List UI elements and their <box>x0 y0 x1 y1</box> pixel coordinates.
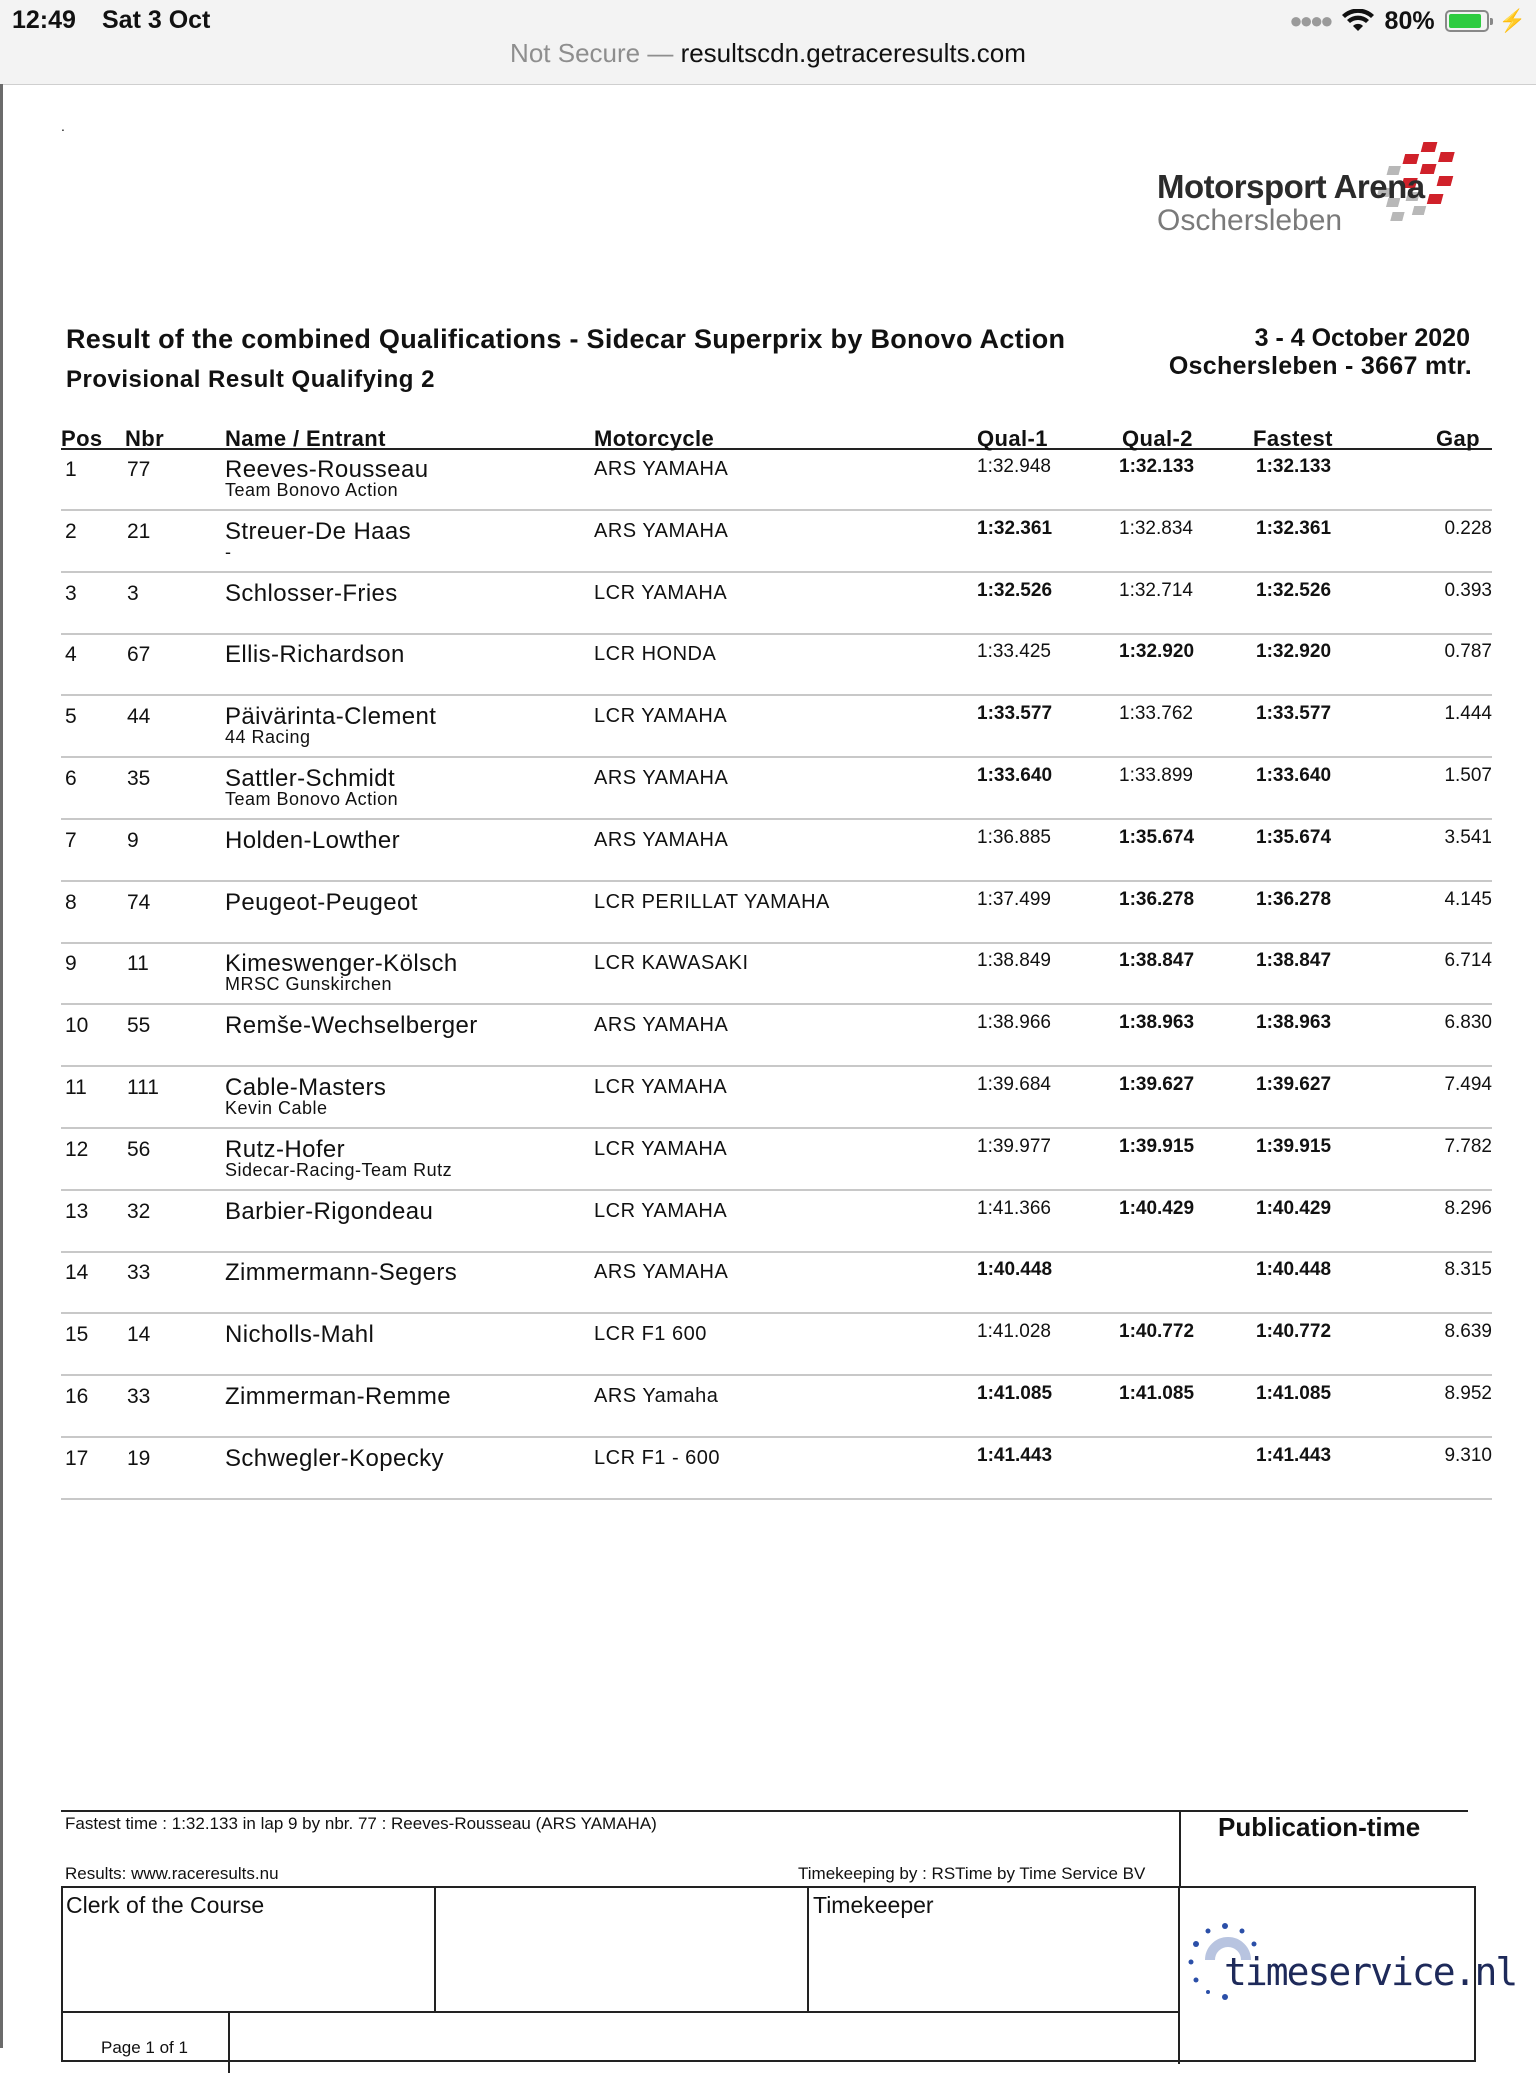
row-pos: 9 <box>65 952 77 976</box>
battery-percent: 80% <box>1384 6 1435 35</box>
row-qual2: 1:33.762 <box>1119 703 1193 725</box>
logo-line2: Oschersleben <box>1157 204 1343 237</box>
wifi-icon <box>1341 9 1375 33</box>
url-host: resultscdn.getraceresults.com <box>680 38 1026 68</box>
row-pos: 6 <box>65 766 77 790</box>
row-gap: 1.444 <box>1444 703 1492 725</box>
row-fastest: 1:32.361 <box>1256 517 1332 539</box>
row-gap: 9.310 <box>1444 1444 1492 1466</box>
row-entrant: - <box>225 541 232 562</box>
row-fastest: 1:38.847 <box>1256 950 1332 972</box>
col-pos: Pos <box>61 426 103 451</box>
timekeeping-note: Timekeeping by : RSTime by Time Service BV <box>798 1864 1146 1883</box>
row-nbr: 111 <box>127 1075 159 1099</box>
status-time: 12:49 <box>12 6 76 34</box>
sig-divider <box>807 1888 809 2012</box>
battery-icon <box>1445 10 1489 32</box>
sig-row-divider <box>63 2011 1180 2013</box>
row-name: Schlosser-Fries <box>225 579 398 607</box>
row-name: Streuer-De Haas <box>225 517 412 545</box>
row-name: Nicholls-Mahl <box>225 1321 375 1349</box>
row-pos: 16 <box>65 1384 89 1408</box>
col-name: Name / Entrant <box>225 426 386 451</box>
page-mark: . <box>61 118 65 134</box>
row-entrant: Sidecar-Racing-Team Rutz <box>225 1159 453 1180</box>
col-qual1: Qual-1 <box>977 426 1048 451</box>
row-pos: 13 <box>65 1199 89 1223</box>
signal-dots-icon: ●●●● <box>1289 8 1331 33</box>
row-fastest: 1:32.133 <box>1256 456 1332 477</box>
row-motorcycle: LCR KAWASAKI <box>594 952 749 975</box>
row-motorcycle: ARS YAMAHA <box>594 766 729 789</box>
row-qual1: 1:41.028 <box>977 1321 1051 1343</box>
row-qual2: 1:38.963 <box>1119 1012 1195 1034</box>
timeservice-logo <box>1180 1920 1517 2010</box>
row-qual2: 1:38.847 <box>1119 950 1195 972</box>
row-motorcycle: LCR YAMAHA <box>594 581 728 604</box>
row-nbr: 21 <box>127 519 151 543</box>
table-row <box>61 574 1492 635</box>
row-fastest: 1:35.674 <box>1256 826 1332 848</box>
timeservice-wordmark: timeservice.nl <box>1224 1950 1517 1994</box>
row-name: Holden-Lowther <box>225 826 401 854</box>
row-nbr: 74 <box>127 890 151 914</box>
row-qual1: 1:37.499 <box>977 888 1051 910</box>
row-qual2: 1:35.674 <box>1119 826 1195 848</box>
row-name: Peugeot-Peugeot <box>225 888 418 916</box>
row-motorcycle: LCR YAMAHA <box>594 1199 728 1222</box>
row-pos: 8 <box>65 890 77 914</box>
table-row <box>61 1253 1492 1314</box>
row-nbr: 14 <box>127 1323 151 1347</box>
table-row <box>61 635 1492 696</box>
row-pos: 2 <box>65 519 77 543</box>
row-motorcycle: LCR PERILLAT YAMAHA <box>594 890 830 913</box>
row-gap: 3.541 <box>1444 826 1492 848</box>
table-row <box>61 1315 1492 1376</box>
row-gap: 0.228 <box>1444 517 1492 539</box>
row-nbr: 9 <box>127 828 139 852</box>
row-motorcycle: LCR F1 - 600 <box>594 1446 721 1469</box>
row-gap: 6.714 <box>1444 950 1492 972</box>
row-gap: 7.494 <box>1444 1073 1492 1095</box>
row-qual1: 1:32.948 <box>977 456 1051 477</box>
row-motorcycle: ARS YAMAHA <box>594 1014 729 1037</box>
row-name: Rutz-Hofer <box>225 1135 346 1163</box>
table-row <box>61 512 1492 573</box>
timekeeper-label: Timekeeper <box>813 1892 934 1918</box>
row-qual2: 1:36.278 <box>1119 888 1195 910</box>
row-fastest: 1:32.526 <box>1256 579 1332 601</box>
table-row <box>61 1439 1492 1500</box>
row-pos: 5 <box>65 705 77 729</box>
row-qual2: 1:33.899 <box>1119 764 1193 786</box>
row-entrant: Team Bonovo Action <box>225 480 399 500</box>
row-pos: 17 <box>65 1446 89 1470</box>
row-gap: 0.393 <box>1444 579 1492 601</box>
status-date: Sat 3 Oct <box>102 6 211 34</box>
publication-time-label: Publication-time <box>1218 1812 1421 1842</box>
row-qual1: 1:39.977 <box>977 1135 1051 1157</box>
row-qual2: 1:32.133 <box>1119 456 1195 477</box>
col-gap: Gap <box>1436 426 1480 451</box>
row-pos: 12 <box>65 1137 89 1161</box>
row-name: Remše-Wechselberger <box>225 1012 478 1040</box>
row-qual1: 1:36.885 <box>977 826 1051 848</box>
row-qual2: 1:40.429 <box>1119 1197 1195 1219</box>
event-venue: Oschersleben - 3667 mtr. <box>1168 352 1472 380</box>
browser-chrome <box>0 0 1536 85</box>
row-fastest: 1:33.640 <box>1256 764 1332 786</box>
row-motorcycle: ARS YAMAHA <box>594 828 729 851</box>
row-entrant: Team Bonovo Action <box>225 788 399 809</box>
row-nbr: 11 <box>127 952 149 976</box>
row-pos: 3 <box>65 581 77 605</box>
row-qual2: 1:32.714 <box>1119 579 1193 601</box>
row-qual2: 1:39.915 <box>1119 1135 1195 1157</box>
row-qual1: 1:33.577 <box>977 703 1053 725</box>
security-label: Not Secure — <box>510 38 681 68</box>
row-name: Päivärinta-Clement <box>225 703 437 731</box>
row-pos: 15 <box>65 1323 89 1347</box>
row-qual1: 1:32.361 <box>977 517 1053 539</box>
row-fastest: 1:36.278 <box>1256 888 1332 910</box>
table-row <box>61 1006 1492 1067</box>
row-motorcycle: LCR F1 600 <box>594 1323 707 1346</box>
status-right <box>1289 6 1526 36</box>
page-subtitle: Provisional Result Qualifying 2 <box>66 366 435 393</box>
row-qual1: 1:32.526 <box>977 579 1053 601</box>
row-nbr: 19 <box>127 1446 151 1470</box>
row-pos: 10 <box>65 1014 89 1038</box>
row-pos: 14 <box>65 1261 89 1285</box>
charging-icon: ⚡ <box>1498 8 1526 33</box>
page-frame-left <box>0 84 3 2048</box>
row-qual2: 1:41.085 <box>1119 1382 1195 1404</box>
row-name: Ellis-Richardson <box>225 641 405 669</box>
row-qual2: 1:40.772 <box>1119 1321 1195 1343</box>
row-nbr: 77 <box>127 458 151 481</box>
row-nbr: 55 <box>127 1014 151 1038</box>
row-name: Barbier-Rigondeau <box>225 1197 434 1225</box>
row-fastest: 1:32.920 <box>1256 641 1332 663</box>
table-row <box>61 1192 1492 1253</box>
row-gap: 8.952 <box>1444 1382 1492 1404</box>
table-row <box>61 944 1492 1005</box>
col-qual2: Qual-2 <box>1122 426 1193 451</box>
publication-divider <box>1179 1810 1181 1887</box>
row-gap: 4.145 <box>1444 888 1492 910</box>
row-gap: 8.296 <box>1444 1197 1492 1219</box>
row-gap: 0.787 <box>1444 641 1492 663</box>
row-qual1: 1:40.448 <box>977 1259 1053 1281</box>
row-fastest: 1:33.577 <box>1256 703 1332 725</box>
table-row <box>61 1130 1492 1191</box>
row-nbr: 32 <box>127 1199 151 1223</box>
table-row <box>61 883 1492 944</box>
motorsport-arena-logo <box>1155 136 1460 246</box>
row-nbr: 3 <box>127 581 139 605</box>
row-nbr: 44 <box>127 705 151 729</box>
row-pos: 11 <box>65 1075 87 1099</box>
table-row <box>61 1377 1492 1438</box>
row-nbr: 33 <box>127 1384 151 1408</box>
row-qual1: 1:41.443 <box>977 1444 1053 1466</box>
row-name: Sattler-Schmidt <box>225 764 396 792</box>
row-qual1: 1:39.684 <box>977 1073 1051 1095</box>
page-number: Page 1 of 1 <box>101 2038 188 2057</box>
table-row <box>61 1068 1492 1129</box>
row-motorcycle: LCR YAMAHA <box>594 1137 728 1160</box>
row-pos: 4 <box>65 643 77 667</box>
results-url: Results: www.raceresults.nu <box>65 1864 279 1883</box>
results-table-header <box>61 426 1492 450</box>
table-row <box>61 759 1492 820</box>
row-motorcycle: LCR HONDA <box>594 643 717 666</box>
clerk-of-course-label: Clerk of the Course <box>66 1892 265 1918</box>
sig-divider <box>434 1888 436 2012</box>
row-motorcycle: ARS YAMAHA <box>594 1261 729 1284</box>
logo-line1: Motorsport Arena <box>1157 168 1425 205</box>
row-gap: 7.782 <box>1444 1135 1492 1157</box>
event-date: 3 - 4 October 2020 <box>1254 324 1470 352</box>
row-motorcycle: LCR YAMAHA <box>594 1075 728 1098</box>
row-motorcycle: ARS Yamaha <box>594 1384 719 1407</box>
row-fastest: 1:40.429 <box>1256 1197 1332 1219</box>
table-row <box>61 450 1492 511</box>
table-row <box>61 697 1492 758</box>
row-entrant: 44 Racing <box>225 727 311 748</box>
row-fastest: 1:39.627 <box>1256 1073 1332 1095</box>
row-motorcycle: LCR YAMAHA <box>594 705 728 728</box>
row-entrant: Kevin Cable <box>225 1097 328 1118</box>
address-bar[interactable] <box>0 38 1536 69</box>
row-fastest: 1:38.963 <box>1256 1012 1332 1034</box>
row-gap: 1.507 <box>1444 764 1492 786</box>
row-qual1: 1:38.849 <box>977 950 1051 972</box>
results-table-body <box>61 450 1492 1501</box>
row-gap: 8.315 <box>1444 1259 1492 1281</box>
row-name: Zimmermann-Segers <box>225 1259 458 1287</box>
row-entrant: MRSC Gunskirchen <box>225 974 393 995</box>
row-name: Schwegler-Kopecky <box>225 1444 444 1472</box>
row-qual1: 1:41.366 <box>977 1197 1051 1219</box>
row-qual2: 1:32.920 <box>1119 641 1195 663</box>
row-qual1: 1:33.425 <box>977 641 1051 663</box>
row-qual2: 1:32.834 <box>1119 517 1193 539</box>
row-motorcycle: ARS YAMAHA <box>594 458 729 480</box>
row-qual1: 1:41.085 <box>977 1382 1053 1404</box>
table-row <box>61 821 1492 882</box>
row-fastest: 1:41.085 <box>1256 1382 1332 1404</box>
row-pos: 1 <box>65 458 77 481</box>
row-fastest: 1:40.448 <box>1256 1259 1332 1281</box>
row-name: Cable-Masters <box>225 1073 387 1101</box>
row-nbr: 56 <box>127 1137 151 1161</box>
page-title: Result of the combined Qualifications - Sidecar Superprix by Bonovo Action <box>66 324 1066 354</box>
row-qual2: 1:39.627 <box>1119 1073 1195 1095</box>
row-nbr: 35 <box>127 766 151 790</box>
row-fastest: 1:39.915 <box>1256 1135 1332 1157</box>
row-gap: 8.639 <box>1444 1321 1492 1343</box>
row-fastest: 1:40.772 <box>1256 1321 1332 1343</box>
fastest-time-note: Fastest time : 1:32.133 in lap 9 by nbr. 77 : Reeves-Rousseau (ARS YAMAHA) <box>65 1814 657 1833</box>
row-qual1: 1:38.966 <box>977 1012 1051 1034</box>
row-nbr: 67 <box>127 643 151 667</box>
row-nbr: 33 <box>127 1261 151 1285</box>
row-name: Reeves-Rousseau <box>225 456 429 483</box>
row-qual1: 1:33.640 <box>977 764 1053 786</box>
col-nbr: Nbr <box>125 426 165 451</box>
col-fastest: Fastest <box>1253 426 1333 451</box>
row-name: Zimmerman-Remme <box>225 1382 452 1410</box>
row-motorcycle: ARS YAMAHA <box>594 519 729 542</box>
row-gap: 6.830 <box>1444 1012 1492 1034</box>
row-fastest: 1:41.443 <box>1256 1444 1332 1466</box>
row-name: Kimeswenger-Kölsch <box>225 950 458 978</box>
col-motorcycle: Motorcycle <box>594 426 715 451</box>
row-pos: 7 <box>65 828 77 852</box>
